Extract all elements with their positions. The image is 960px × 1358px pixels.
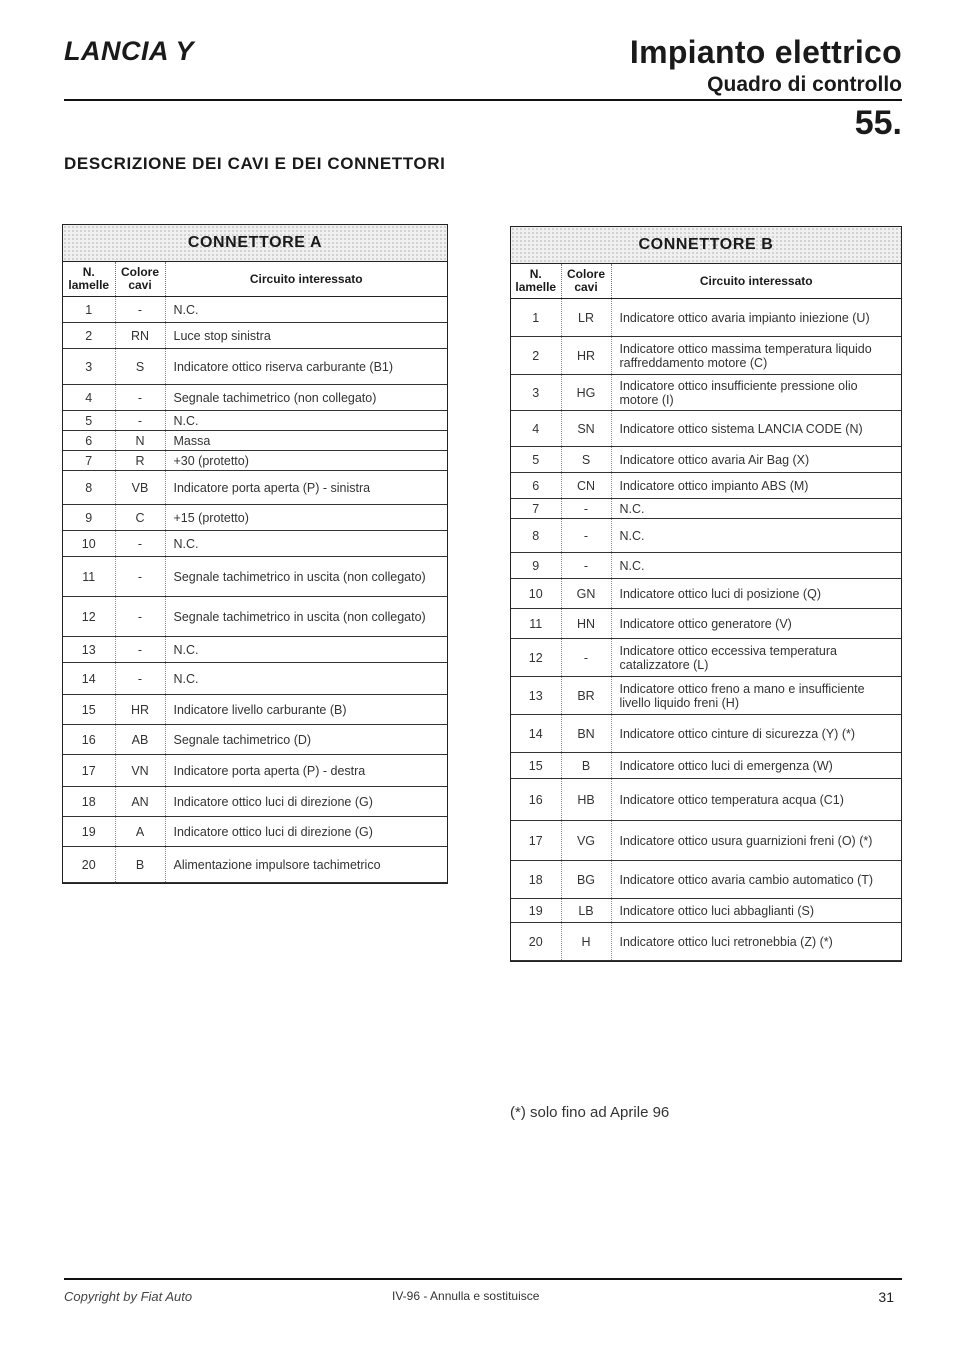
cell-circuit-description: N.C.	[165, 663, 447, 695]
cell-circuit-description: +30 (protetto)	[165, 451, 447, 471]
cell-wire-color: CN	[561, 473, 611, 499]
footer-rule	[64, 1278, 902, 1280]
cell-circuit-description: Indicatore ottico luci abbaglianti (S)	[611, 899, 901, 923]
connector-a-table	[62, 224, 448, 884]
cell-lamella-number: 14	[511, 715, 561, 753]
header-rule	[64, 99, 902, 101]
cell-wire-color: -	[115, 385, 165, 411]
page-number: 31	[878, 1289, 894, 1305]
cell-lamella-number: 3	[511, 375, 561, 411]
cell-wire-color: -	[561, 499, 611, 519]
page-subtitle: Quadro di controllo	[707, 73, 902, 96]
table-row	[511, 821, 901, 861]
cell-wire-color: BR	[561, 677, 611, 715]
cell-circuit-description: N.C.	[611, 499, 901, 519]
cell-lamella-number: 3	[63, 349, 115, 385]
cell-lamella-number: 11	[511, 609, 561, 639]
cell-lamella-number: 5	[511, 447, 561, 473]
column-header-color: Colore cavi	[561, 264, 611, 299]
column-header-desc: Circuito interessato	[165, 262, 447, 297]
cell-lamella-number: 6	[511, 473, 561, 499]
cell-lamella-number: 12	[511, 639, 561, 677]
table-row	[63, 787, 447, 817]
table-row	[63, 349, 447, 385]
cell-circuit-description: Indicatore ottico generatore (V)	[611, 609, 901, 639]
cell-circuit-description: Indicatore ottico temperatura acqua (C1)	[611, 779, 901, 821]
table-row	[63, 323, 447, 349]
cell-wire-color: -	[115, 637, 165, 663]
table-row	[63, 451, 447, 471]
section-title: DESCRIZIONE DEI CAVI E DEI CONNETTORI	[64, 154, 446, 173]
table-row	[63, 663, 447, 695]
cell-wire-color: HN	[561, 609, 611, 639]
table-row	[63, 385, 447, 411]
cell-circuit-description: Indicatore porta aperta (P) - destra	[165, 755, 447, 787]
cell-circuit-description: Indicatore ottico luci retronebbia (Z) (*)	[611, 923, 901, 961]
cell-lamella-number: 18	[511, 861, 561, 899]
cell-circuit-description: Indicatore ottico sistema LANCIA CODE (N)	[611, 411, 901, 447]
cell-wire-color: -	[115, 557, 165, 597]
table-row	[63, 755, 447, 787]
table-row	[511, 861, 901, 899]
cell-circuit-description: Indicatore ottico avaria Air Bag (X)	[611, 447, 901, 473]
cell-circuit-description: Indicatore ottico cinture di sicurezza (Y) (*)	[611, 715, 901, 753]
cell-lamella-number: 7	[511, 499, 561, 519]
cell-wire-color: A	[115, 817, 165, 847]
cell-wire-color: S	[561, 447, 611, 473]
cell-wire-color: N	[115, 431, 165, 451]
cell-wire-color: HB	[561, 779, 611, 821]
cell-wire-color: S	[115, 349, 165, 385]
cell-wire-color: VB	[115, 471, 165, 505]
cell-wire-color: VG	[561, 821, 611, 861]
table-row	[63, 637, 447, 663]
cell-wire-color: C	[115, 505, 165, 531]
cell-circuit-description: N.C.	[165, 531, 447, 557]
table-row	[63, 695, 447, 725]
cell-lamella-number: 19	[511, 899, 561, 923]
cell-wire-color: BG	[561, 861, 611, 899]
cell-lamella-number: 14	[63, 663, 115, 695]
cell-circuit-description: Indicatore ottico freno a mano e insufficiente livello liquido freni (H)	[611, 677, 901, 715]
cell-lamella-number: 15	[63, 695, 115, 725]
cell-lamella-number: 11	[63, 557, 115, 597]
cell-circuit-description: Alimentazione impulsore tachimetrico	[165, 847, 447, 883]
cell-wire-color: B	[561, 753, 611, 779]
column-header-desc: Circuito interessato	[611, 264, 901, 299]
cell-wire-color: AN	[115, 787, 165, 817]
table-row	[63, 505, 447, 531]
cell-wire-color: -	[561, 519, 611, 553]
cell-circuit-description: Indicatore ottico luci di posizione (Q)	[611, 579, 901, 609]
connector-b-grid	[511, 264, 901, 961]
cell-circuit-description: Segnale tachimetrico (D)	[165, 725, 447, 755]
cell-circuit-description: Luce stop sinistra	[165, 323, 447, 349]
cell-lamella-number: 12	[63, 597, 115, 637]
table-row	[511, 519, 901, 553]
cell-circuit-description: Massa	[165, 431, 447, 451]
cell-lamella-number: 10	[63, 531, 115, 557]
table-row	[63, 431, 447, 451]
table-row	[511, 499, 901, 519]
cell-wire-color: -	[115, 297, 165, 323]
cell-wire-color: VN	[115, 755, 165, 787]
cell-wire-color: -	[561, 553, 611, 579]
cell-circuit-description: N.C.	[165, 637, 447, 663]
page-title: Impianto elettrico	[629, 34, 902, 70]
cell-wire-color: GN	[561, 579, 611, 609]
table-row	[511, 779, 901, 821]
connector-b-header-row	[511, 264, 901, 299]
cell-lamella-number: 8	[511, 519, 561, 553]
cell-lamella-number: 6	[63, 431, 115, 451]
cell-lamella-number: 2	[511, 337, 561, 375]
cell-wire-color: B	[115, 847, 165, 883]
table-row	[511, 609, 901, 639]
cell-wire-color: LB	[561, 899, 611, 923]
cell-lamella-number: 16	[511, 779, 561, 821]
cell-circuit-description: N.C.	[165, 411, 447, 431]
cell-circuit-description: Indicatore livello carburante (B)	[165, 695, 447, 725]
footnote: (*) solo fino ad Aprile 96	[510, 1104, 670, 1121]
table-row	[63, 411, 447, 431]
table-row	[511, 753, 901, 779]
cell-lamella-number: 13	[63, 637, 115, 663]
connector-a-header-row	[63, 262, 447, 297]
column-header-num: N. lamelle	[511, 264, 561, 299]
footer-copyright: Copyright by Fiat Auto	[64, 1289, 193, 1304]
table-row	[511, 639, 901, 677]
cell-lamella-number: 5	[63, 411, 115, 431]
cell-lamella-number: 7	[63, 451, 115, 471]
table-row	[63, 557, 447, 597]
table-row	[63, 725, 447, 755]
cell-wire-color: H	[561, 923, 611, 961]
cell-lamella-number: 20	[63, 847, 115, 883]
cell-wire-color: -	[115, 531, 165, 557]
table-row	[63, 531, 447, 557]
table-row	[511, 677, 901, 715]
cell-wire-color: HR	[561, 337, 611, 375]
cell-lamella-number: 16	[63, 725, 115, 755]
table-row	[511, 553, 901, 579]
brand-title: LANCIA Y	[64, 36, 195, 66]
table-row	[63, 297, 447, 323]
cell-wire-color: -	[115, 663, 165, 695]
cell-circuit-description: Indicatore porta aperta (P) - sinistra	[165, 471, 447, 505]
cell-lamella-number: 4	[63, 385, 115, 411]
cell-lamella-number: 2	[63, 323, 115, 349]
cell-lamella-number: 4	[511, 411, 561, 447]
cell-circuit-description: Indicatore ottico luci di direzione (G)	[165, 817, 447, 847]
cell-lamella-number: 1	[511, 299, 561, 337]
cell-circuit-description: +15 (protetto)	[165, 505, 447, 531]
table-row	[511, 923, 901, 961]
cell-wire-color: R	[115, 451, 165, 471]
cell-wire-color: HR	[115, 695, 165, 725]
cell-lamella-number: 9	[63, 505, 115, 531]
table-row	[511, 447, 901, 473]
table-row	[511, 337, 901, 375]
cell-circuit-description: Indicatore ottico riserva carburante (B1)	[165, 349, 447, 385]
header-block	[630, 34, 902, 97]
cell-wire-color: HG	[561, 375, 611, 411]
footer-edition: IV-96 - Annulla e sostituisce	[392, 1289, 540, 1303]
cell-circuit-description: Segnale tachimetrico in uscita (non collegato)	[165, 557, 447, 597]
table-row	[511, 375, 901, 411]
cell-lamella-number: 17	[63, 755, 115, 787]
cell-circuit-description: Indicatore ottico massima temperatura liquido raffreddamento motore (C)	[611, 337, 901, 375]
cell-circuit-description: N.C.	[611, 519, 901, 553]
cell-circuit-description: Indicatore ottico insufficiente pressione olio motore (I)	[611, 375, 901, 411]
cell-lamella-number: 13	[511, 677, 561, 715]
cell-circuit-description: Indicatore ottico avaria cambio automatico (T)	[611, 861, 901, 899]
cell-lamella-number: 19	[63, 817, 115, 847]
column-header-color: Colore cavi	[115, 262, 165, 297]
cell-circuit-description: Indicatore ottico eccessiva temperatura catalizzatore (L)	[611, 639, 901, 677]
cell-circuit-description: Indicatore ottico luci di emergenza (W)	[611, 753, 901, 779]
connector-b-table	[510, 226, 902, 962]
cell-circuit-description: Indicatore ottico impianto ABS (M)	[611, 473, 901, 499]
table-row	[511, 299, 901, 337]
table-row	[63, 597, 447, 637]
cell-wire-color: -	[115, 597, 165, 637]
cell-circuit-description: N.C.	[611, 553, 901, 579]
cell-lamella-number: 15	[511, 753, 561, 779]
connector-a-title: CONNETTORE A	[63, 225, 447, 262]
cell-wire-color: RN	[115, 323, 165, 349]
cell-lamella-number: 20	[511, 923, 561, 961]
table-row	[511, 899, 901, 923]
section-number: 55.	[854, 104, 902, 142]
connector-b-body	[511, 299, 901, 961]
cell-circuit-description: Segnale tachimetrico in uscita (non collegato)	[165, 597, 447, 637]
connector-a-grid	[63, 262, 447, 883]
cell-wire-color: BN	[561, 715, 611, 753]
cell-lamella-number: 10	[511, 579, 561, 609]
cell-lamella-number: 1	[63, 297, 115, 323]
cell-circuit-description: Indicatore ottico luci di direzione (G)	[165, 787, 447, 817]
table-row	[63, 817, 447, 847]
table-row	[511, 473, 901, 499]
cell-circuit-description: N.C.	[165, 297, 447, 323]
cell-wire-color: SN	[561, 411, 611, 447]
cell-wire-color: AB	[115, 725, 165, 755]
cell-lamella-number: 8	[63, 471, 115, 505]
cell-circuit-description: Indicatore ottico usura guarnizioni freni (O) (*)	[611, 821, 901, 861]
cell-circuit-description: Indicatore ottico avaria impianto iniezione (U)	[611, 299, 901, 337]
cell-lamella-number: 18	[63, 787, 115, 817]
cell-wire-color: -	[561, 639, 611, 677]
cell-wire-color: LR	[561, 299, 611, 337]
cell-circuit-description: Segnale tachimetrico (non collegato)	[165, 385, 447, 411]
table-row	[511, 411, 901, 447]
cell-lamella-number: 9	[511, 553, 561, 579]
table-row	[63, 471, 447, 505]
cell-wire-color: -	[115, 411, 165, 431]
cell-lamella-number: 17	[511, 821, 561, 861]
table-row	[511, 715, 901, 753]
connector-b-title: CONNETTORE B	[511, 227, 901, 264]
connector-a-body	[63, 297, 447, 883]
table-row	[63, 847, 447, 883]
column-header-num: N. lamelle	[63, 262, 115, 297]
table-row	[511, 579, 901, 609]
